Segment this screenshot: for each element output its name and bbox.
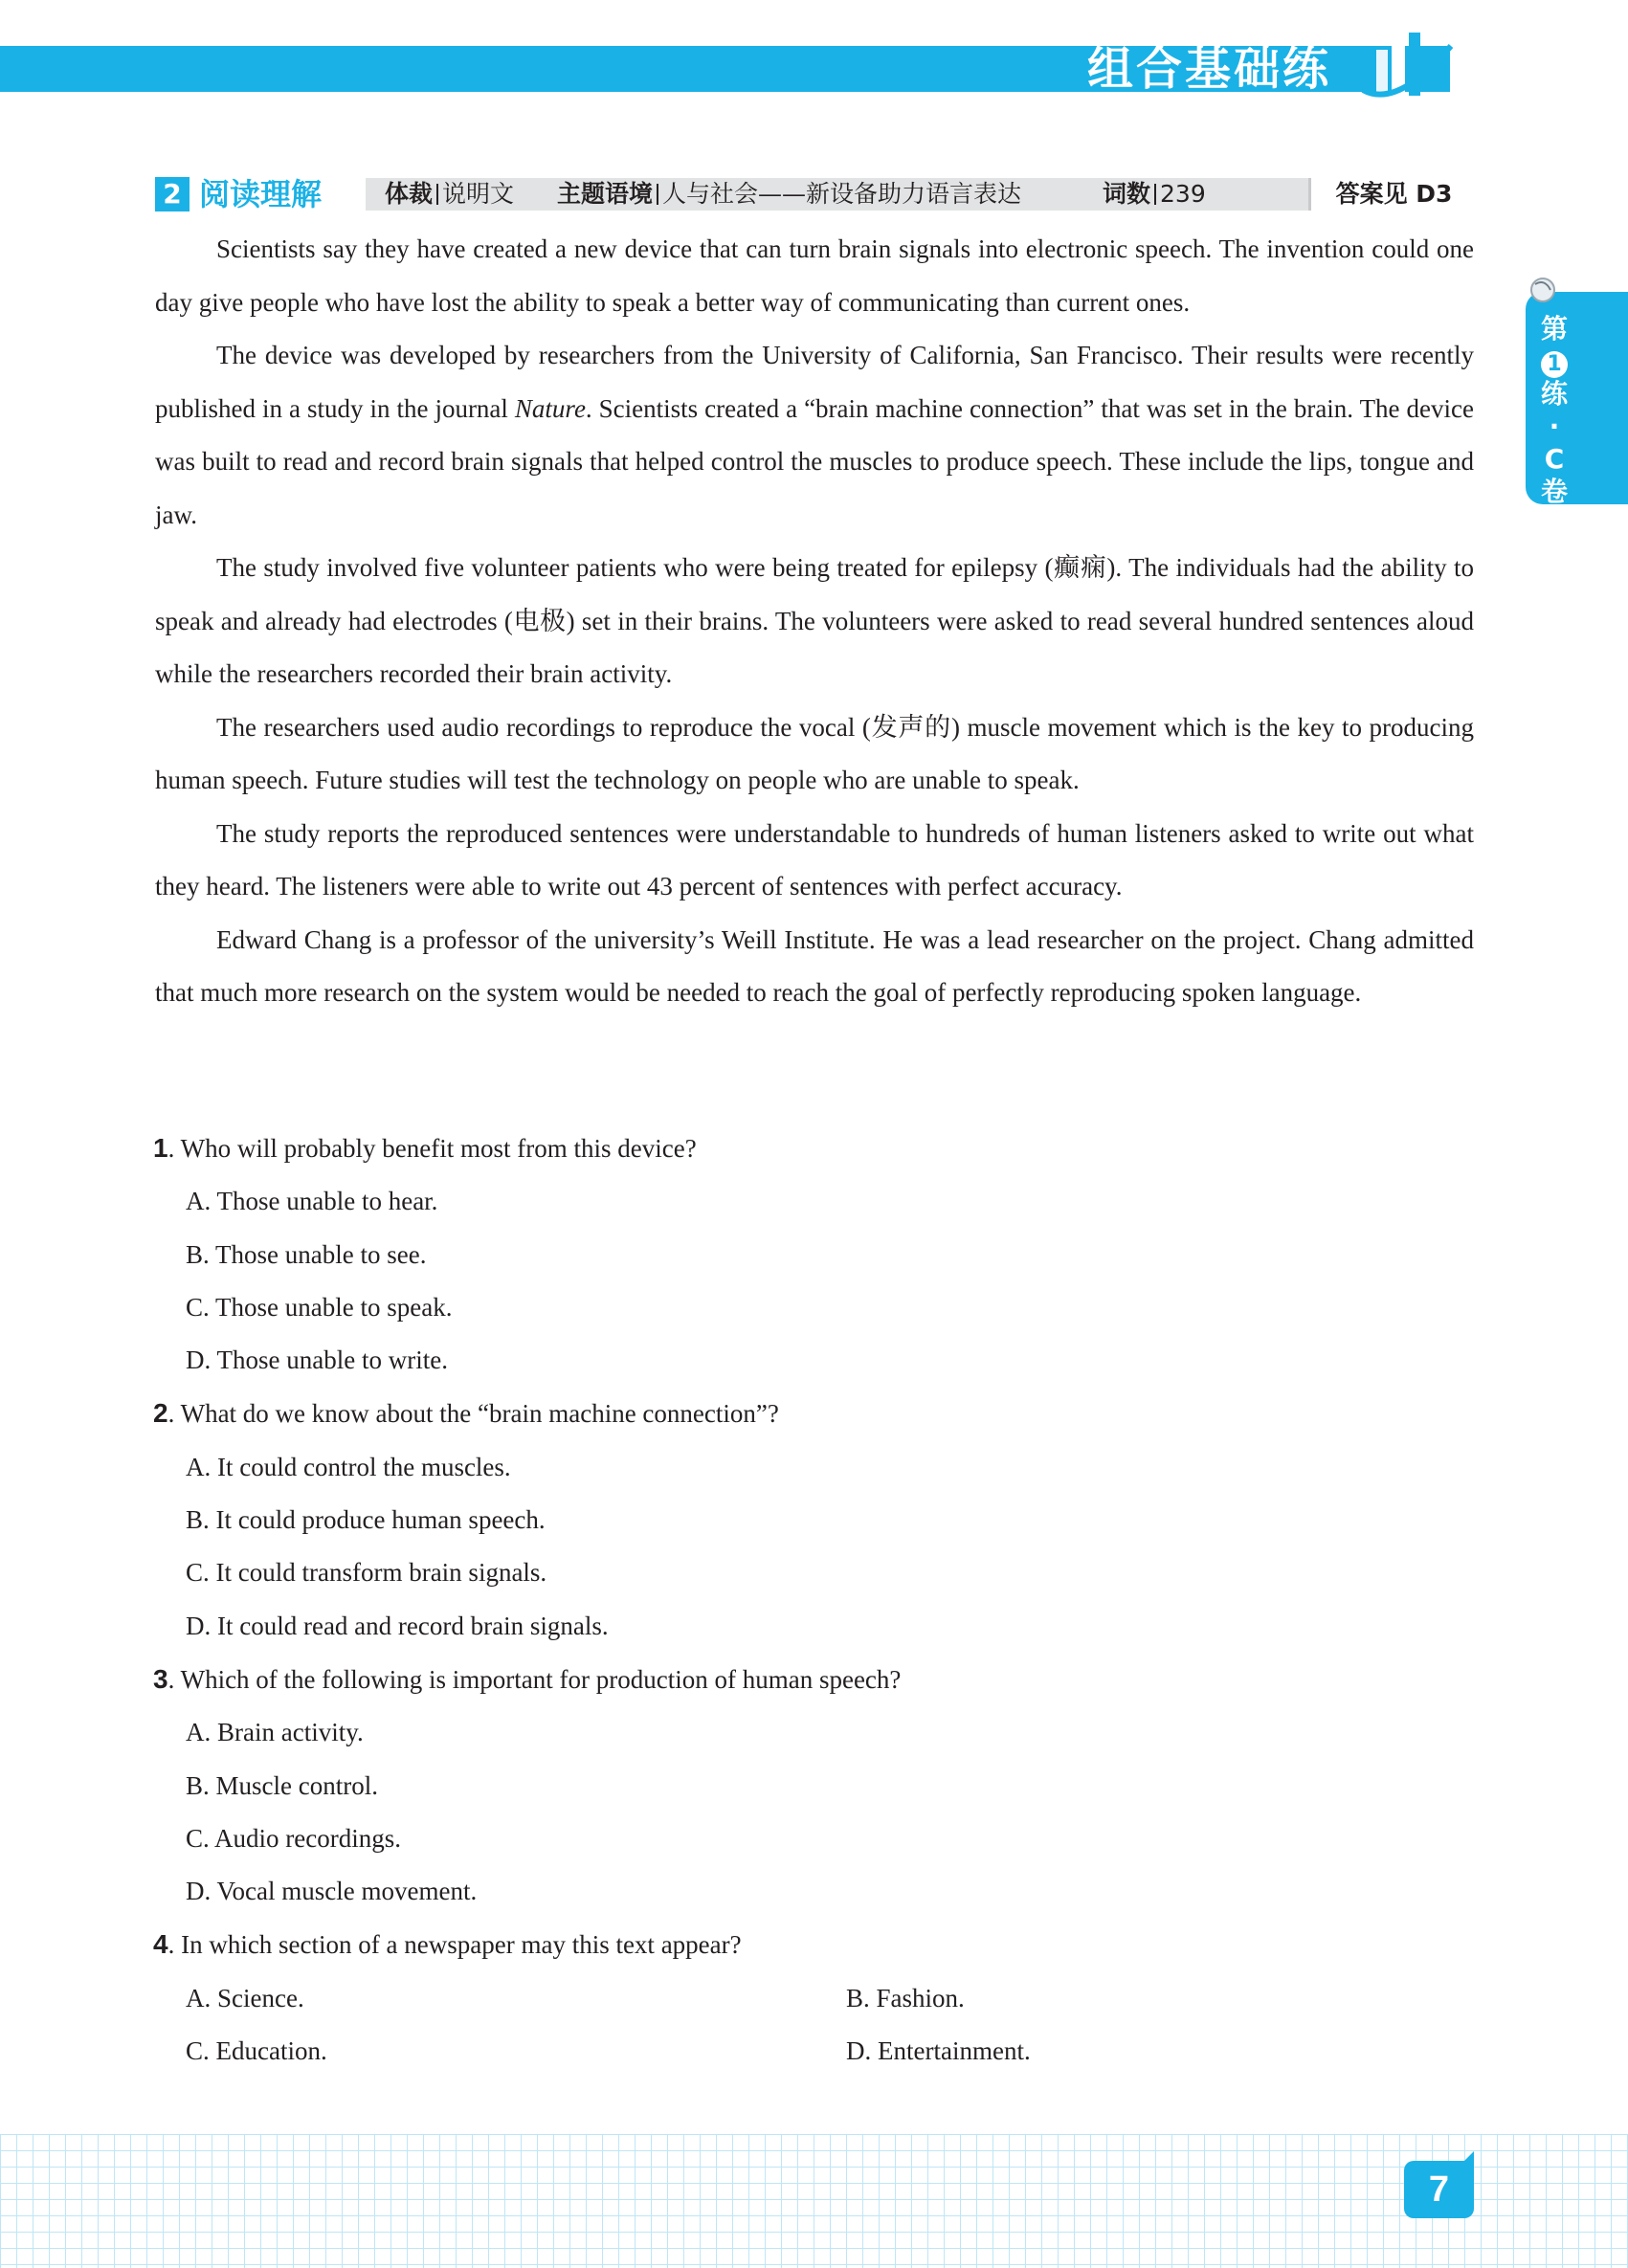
question-number: 4 bbox=[153, 1929, 168, 1960]
genre-label: 体裁 bbox=[385, 180, 434, 208]
theme-value: 人与社会——新设备助力语言表达 bbox=[662, 180, 1022, 208]
reading-passage bbox=[155, 223, 1474, 1020]
question-4 bbox=[153, 1918, 1474, 1971]
swirl-icon bbox=[1522, 271, 1560, 309]
option-1b[interactable]: B. Those unable to see. bbox=[186, 1239, 427, 1269]
option-2d[interactable]: D. It could read and record brain signals. bbox=[186, 1611, 609, 1640]
answer-reference: 答案见 D3 bbox=[1308, 178, 1477, 211]
option-1c[interactable]: C. Those unable to speak. bbox=[186, 1292, 453, 1322]
paragraph-2: The device was developed by researchers from the University of California, San Francisco. Their results were recently published in a study in the journal Nature. Scientists created a “brain machine connection” that was set in the brain. The device was built to read and record brain signals that helped control the muscles to produce speech. These include the lips, tongue and jaw. bbox=[155, 341, 1474, 529]
option-2c[interactable]: C. It could transform brain signals. bbox=[186, 1558, 547, 1588]
question-number: 1 bbox=[153, 1133, 168, 1163]
wordcount-label: 词数 bbox=[1103, 180, 1151, 208]
theme-meta bbox=[557, 175, 1021, 213]
paragraph-3: The study involved five volunteer patients who were being treated for epilepsy (癫痫). The individuals had the ability to speak and already had electrodes (电极) set in their brains. The volunteers were asked to read several hundred sentences aloud while the researchers recorded their brain activity. bbox=[155, 553, 1474, 688]
paragraph-1: Scientists say they have created a new device that can turn brain signals into electronic speech. The invention could one day give people who have lost the ability to speak a better way of communicating than current ones. bbox=[155, 234, 1474, 317]
side-tab-label bbox=[1526, 313, 1583, 508]
option-4a[interactable]: A. Science. bbox=[186, 1983, 304, 2012]
section-name: 阅读理解 bbox=[199, 176, 323, 212]
option-row bbox=[153, 2025, 1474, 2078]
wordcount-value: 239 bbox=[1160, 180, 1206, 208]
option-row bbox=[153, 1972, 1474, 2025]
header-bars-logo bbox=[1359, 29, 1455, 105]
side-char: 卷 bbox=[1540, 476, 1568, 507]
question-1 bbox=[153, 1122, 1474, 1175]
option-4c[interactable]: C. Education. bbox=[186, 2036, 327, 2066]
question-number: 3 bbox=[153, 1663, 168, 1694]
question-number: 2 bbox=[153, 1398, 168, 1429]
footer-grid bbox=[0, 2134, 1628, 2268]
question-3 bbox=[153, 1653, 1474, 1706]
question-2 bbox=[153, 1387, 1474, 1440]
header-title: 组合基础练 bbox=[1086, 42, 1331, 96]
paragraph-5: The study reports the reproduced sentences were understandable to hundreds of human listeners asked to write out what they heard. The listeners were able to write out 43 percent of sentences with perfect accuracy. bbox=[155, 818, 1474, 901]
wordcount-meta bbox=[1103, 175, 1206, 213]
option-1a[interactable]: A. Those unable to hear. bbox=[186, 1187, 438, 1216]
theme-label: 主题语境 bbox=[557, 180, 654, 208]
side-char: 练 bbox=[1540, 378, 1568, 410]
page-number: 7 bbox=[1404, 2161, 1474, 2218]
side-tab bbox=[1526, 292, 1628, 507]
side-circle-number: 1 bbox=[1541, 351, 1568, 378]
genre-meta bbox=[385, 175, 514, 213]
option-3d[interactable]: D. Vocal muscle movement. bbox=[186, 1877, 478, 1906]
option-2b[interactable]: B. It could produce human speech. bbox=[186, 1505, 546, 1535]
paragraph-4: The researchers used audio recordings to reproduce the vocal (发声的) muscle movement which is the key to producing human speech. Future studies will test the technology on people who are unable to speak. bbox=[155, 712, 1474, 794]
paragraph-6: Edward Chang is a professor of the university’s Weill Institute. He was a lead researcher on the project. Chang admitted that much more research on the system would be needed to reach the goal of perfectly reproducing spoken language. bbox=[155, 924, 1474, 1007]
option-2a[interactable]: A. It could control the muscles. bbox=[186, 1452, 511, 1481]
section-number: 2 bbox=[155, 177, 190, 211]
side-char: 第 bbox=[1540, 313, 1568, 345]
genre-value: 说明文 bbox=[442, 180, 515, 208]
question-text: . What do we know about the “brain machine connection”? bbox=[167, 1399, 779, 1429]
option-3b[interactable]: B. Muscle control. bbox=[186, 1770, 378, 1800]
section-bar bbox=[155, 175, 1474, 213]
question-text: . In which section of a newspaper may this text appear? bbox=[167, 1930, 742, 1960]
journal-name: Nature bbox=[514, 393, 586, 423]
option-3a[interactable]: A. Brain activity. bbox=[186, 1718, 364, 1747]
questions bbox=[153, 1122, 1474, 2078]
question-text: . Who will probably benefit most from this device? bbox=[167, 1134, 697, 1163]
side-letter: C bbox=[1544, 443, 1565, 475]
option-1d[interactable]: D. Those unable to write. bbox=[186, 1345, 448, 1375]
option-4d[interactable]: D. Entertainment. bbox=[846, 2036, 1031, 2066]
question-text: . Which of the following is important for production of human speech? bbox=[167, 1664, 902, 1694]
side-dot: · bbox=[1549, 411, 1560, 442]
option-4b[interactable]: B. Fashion. bbox=[846, 1983, 965, 2012]
option-3c[interactable]: C. Audio recordings. bbox=[186, 1823, 401, 1853]
